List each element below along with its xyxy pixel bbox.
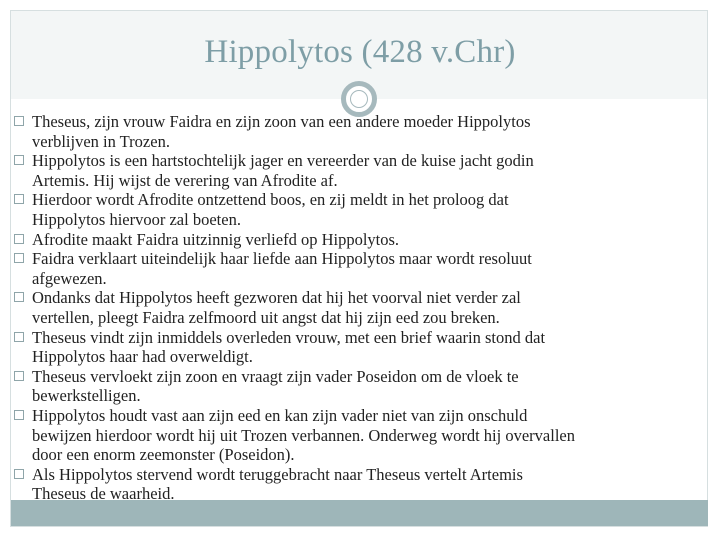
square-bullet-icon (14, 410, 24, 420)
bullet-line: Hippolytos houdt vast aan zijn eed en kan zijn vader niet van zijn onschuld (32, 405, 528, 425)
bullet-item (14, 288, 718, 327)
square-bullet-icon (14, 292, 24, 302)
square-bullet-icon (14, 194, 24, 204)
bullet-line: Als Hippolytos stervend wordt teruggebracht naar Theseus vertelt Artemis (32, 464, 523, 484)
bullet-line: Hierdoor wordt Afrodite ontzettend boos, en zij meldt in het proloog dat (32, 190, 509, 210)
square-bullet-icon (14, 332, 24, 342)
bullet-line: bewerkstelligen. (32, 386, 141, 406)
bullet-list (14, 112, 718, 504)
bullet-line: Theseus, zijn vrouw Faidra en zijn zoon van een andere moeder Hippolytos (32, 112, 531, 131)
slide-title: Hippolytos (428 v.Chr) (204, 34, 516, 70)
bullet-line: Artemis. Hij wijst de verering van Afrodite af. (32, 170, 338, 190)
bullet-line: Hippolytos hiervoor zal boeten. (32, 209, 241, 229)
square-bullet-icon (14, 155, 24, 165)
square-bullet-icon (14, 253, 24, 263)
bullet-item (14, 151, 718, 190)
bullet-line: Ondanks dat Hippolytos heeft gezworen dat hij het voorval niet verder zal (32, 288, 521, 308)
bullet-item (14, 190, 718, 229)
square-bullet-icon (14, 234, 24, 244)
square-bullet-icon (14, 469, 24, 479)
bullet-line: Theseus vindt zijn inmiddels overleden vrouw, met een brief waarin stond dat (32, 327, 546, 347)
bullet-item (14, 465, 718, 504)
footer-bar (11, 500, 708, 526)
bullet-line: afgewezen. (32, 268, 107, 288)
bullet-line: verblijven in Trozen. (32, 131, 170, 151)
bullet-line: Hippolytos haar had overweldigt. (32, 347, 253, 367)
bullet-line: Faidra verklaart uiteindelijk haar liefde aan Hippolytos maar wordt resoluut (32, 249, 532, 269)
bullet-item (14, 112, 718, 151)
bullet-item (14, 249, 718, 288)
square-bullet-icon (14, 116, 24, 126)
bullet-line: Hippolytos is een hartstochtelijk jager en vereerder van de kuise jacht godin (32, 151, 534, 171)
bullet-item (14, 406, 718, 465)
bullet-line: vertellen, pleegt Faidra zelfmoord uit angst dat hij zijn eed zou breken. (32, 307, 500, 327)
bullet-item (14, 230, 718, 250)
square-bullet-icon (14, 371, 24, 381)
bullet-line: door een enorm zeemonster (Poseidon). (32, 445, 295, 465)
bullet-line: Theseus de waarheid. (32, 484, 175, 504)
bullet-item (14, 367, 718, 406)
bullet-line: Theseus vervloekt zijn zoon en vraagt zijn vader Poseidon om de vloek te (32, 366, 519, 386)
bullet-item (14, 328, 718, 367)
bullet-line: Afrodite maakt Faidra uitzinnig verliefd op Hippolytos. (32, 229, 400, 249)
bullet-line: bewijzen hierdoor wordt hij uit Trozen verbannen. Onderweg wordt hij overvallen (32, 425, 575, 445)
